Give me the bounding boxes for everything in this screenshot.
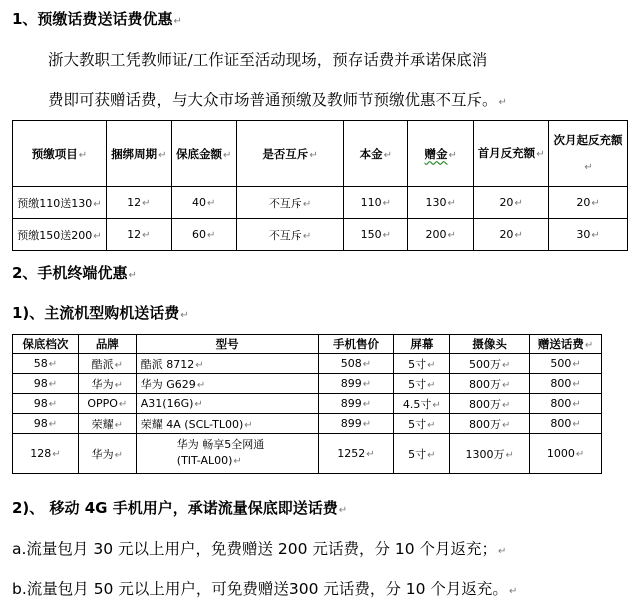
table-cell: 800↵ [530, 414, 602, 434]
table-cell: 1000↵ [530, 434, 602, 474]
header-cell: 保底金额↵ [171, 121, 236, 187]
table-cell: 98↵ [13, 374, 79, 394]
header-cell: 屏幕 [394, 335, 450, 354]
table-row [13, 219, 628, 251]
table-cell: 899↵ [318, 414, 394, 434]
table-cell: 110↵ [344, 187, 408, 219]
prepay-table [12, 120, 628, 251]
header-cell: 预缴项目↵ [13, 121, 107, 187]
table-cell: 899↵ [318, 374, 394, 394]
section2-subtitle: 1)、主流机型购机送话费↵ [12, 304, 189, 322]
header-cell: 摄像头 [450, 335, 530, 354]
header-cell: 型号 [136, 335, 318, 354]
table-cell: 酷派 8712↵ [136, 354, 318, 374]
table-cell: 华为↵ [78, 434, 136, 474]
table-row [13, 374, 602, 394]
section1-paragraph-line1: 浙大教职工凭教师证/工作证至活动现场，预存话费并承诺保底消 [48, 51, 488, 69]
table-row [13, 394, 602, 414]
table-cell: 12↵ [106, 219, 171, 251]
table-cell: 荣耀 4A (SCL-TL00)↵ [136, 414, 318, 434]
line-b: b.流量包月 50 元以上用户，可免费赠送300 元话费，分 10 个月返充。↵ [12, 580, 518, 598]
header-cell: 品牌 [78, 335, 136, 354]
table-cell: 20↵ [474, 187, 549, 219]
table-cell: 5寸↵ [394, 374, 450, 394]
table-cell: 98↵ [13, 414, 79, 434]
table-cell: 华为 G629↵ [136, 374, 318, 394]
table-cell: 4.5寸↵ [394, 394, 450, 414]
table-cell: 500↵ [530, 354, 602, 374]
table-cell: 508↵ [318, 354, 394, 374]
table-cell: 不互斥↵ [236, 187, 344, 219]
table-cell: 荣耀↵ [78, 414, 136, 434]
table-cell: A31(16G)↵ [136, 394, 318, 414]
section1-paragraph-line2: 费即可获赠话费，与大众市场普通预缴及教师节预缴优惠不互斥。↵ [48, 91, 507, 109]
table-cell: 800万↵ [450, 414, 530, 434]
table-header-row [13, 121, 628, 187]
table-cell: 800万↵ [450, 394, 530, 414]
table-header-row [13, 335, 602, 354]
table-cell: 5寸↵ [394, 434, 450, 474]
table-cell: 预缴110送130↵ [13, 187, 107, 219]
table-cell: 不互斥↵ [236, 219, 344, 251]
section3-title: 2)、 移动 4G 手机用户，承诺流量保底即送话费↵ [12, 499, 348, 517]
table-cell: 500万↵ [450, 354, 530, 374]
table-cell: 5寸↵ [394, 414, 450, 434]
table-cell: 20↵ [549, 187, 628, 219]
header-cell: 保底档次 [13, 335, 79, 354]
header-cell: 捆绑周期↵ [106, 121, 171, 187]
header-cell: 是否互斥↵ [236, 121, 344, 187]
table-cell: 60↵ [171, 219, 236, 251]
table-cell: 98↵ [13, 394, 79, 414]
table-cell: 800↵ [530, 374, 602, 394]
table-cell: 华为↵ [78, 374, 136, 394]
header-cell: 本金↵ [344, 121, 408, 187]
table-cell: 华为 畅享5全网通 (TIT-AL00)↵ [136, 434, 318, 474]
table-cell: 130↵ [408, 187, 474, 219]
header-cell: 手机售价 [318, 335, 394, 354]
header-cell: 次月起反充额↵ [549, 121, 628, 187]
table-cell: 128↵ [13, 434, 79, 474]
table-cell: 1252↵ [318, 434, 394, 474]
table-row [13, 414, 602, 434]
line-a: a.流量包月 30 元以上用户，免费赠送 200 元话费，分 10 个月返充；↵ [12, 540, 507, 558]
table-cell: 200↵ [408, 219, 474, 251]
table-cell: 酷派↵ [78, 354, 136, 374]
phone-table [12, 334, 602, 474]
table-cell: 150↵ [344, 219, 408, 251]
table-cell: 40↵ [171, 187, 236, 219]
header-cell: 首月反充额↵ [474, 121, 549, 187]
table-row [13, 354, 602, 374]
section1-title: 1、预缴话费送话费优惠↵ [12, 10, 182, 28]
table-cell: 预缴150送200↵ [13, 219, 107, 251]
table-cell: OPPO↵ [78, 394, 136, 414]
table-cell: 800万↵ [450, 374, 530, 394]
table-row [13, 187, 628, 219]
header-cell: 赠送话费↵ [530, 335, 602, 354]
table-cell: 12↵ [106, 187, 171, 219]
section2-title: 2、手机终端优惠↵ [12, 264, 137, 282]
table-cell: 1300万↵ [450, 434, 530, 474]
table-cell: 5寸↵ [394, 354, 450, 374]
table-cell: 58↵ [13, 354, 79, 374]
table-cell: 899↵ [318, 394, 394, 414]
table-cell: 30↵ [549, 219, 628, 251]
header-cell: 赠金↵ [408, 121, 474, 187]
table-cell: 800↵ [530, 394, 602, 414]
table-row [13, 434, 602, 474]
table-cell: 20↵ [474, 219, 549, 251]
